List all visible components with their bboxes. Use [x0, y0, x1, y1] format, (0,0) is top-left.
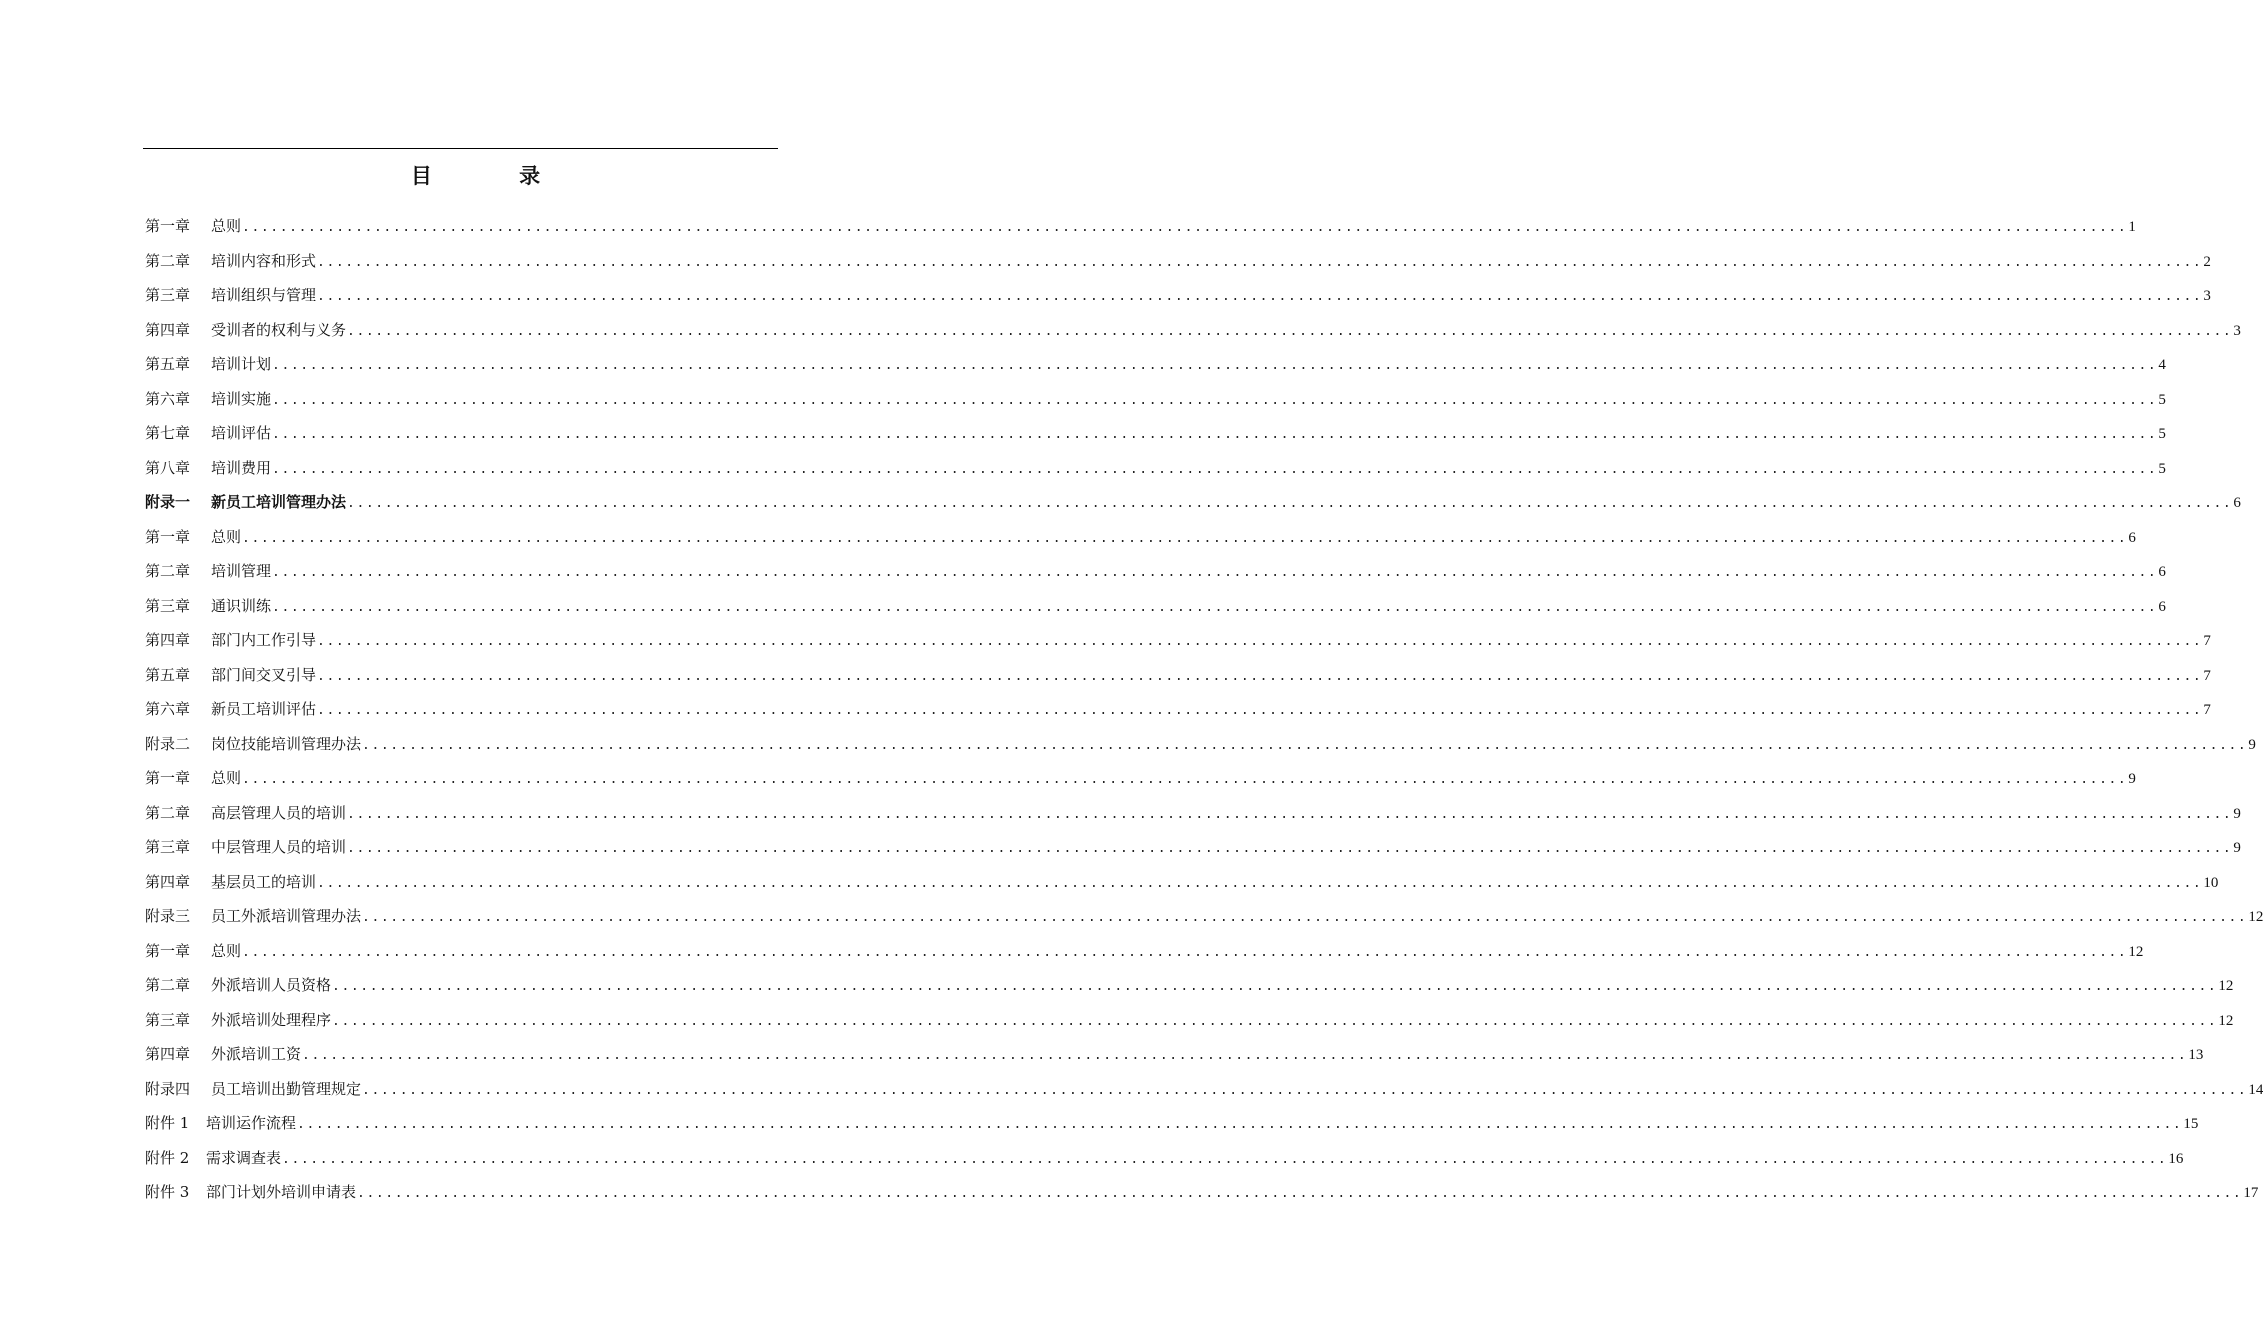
toc-entry-number: 第三章	[145, 838, 191, 856]
toc-entry-number: 附录二	[145, 734, 191, 753]
dot-leader: ........................................................................................................................................................................................................	[272, 565, 2158, 580]
toc-entry-number: 第六章	[145, 389, 191, 408]
toc-entry-number: 附录一	[145, 493, 191, 511]
toc-entry-title: 培训组织与管理	[211, 286, 317, 304]
toc-entry[interactable]	[145, 899, 2263, 934]
toc-entry-page-number: 9	[2128, 771, 2136, 787]
toc-entry-number: 第二章	[145, 251, 191, 270]
toc-entry-label	[145, 278, 316, 313]
toc-entry[interactable]	[145, 451, 2166, 486]
toc-entry-title: 新员工培训管理办法	[211, 493, 347, 511]
toc-entry-number: 第四章	[145, 320, 191, 339]
toc-entry-number: 附录四	[145, 1079, 191, 1098]
dot-leader: ........................................................................................................................................................................................................	[317, 634, 2203, 649]
toc-entry-title: 培训运作流程	[206, 1114, 297, 1132]
dot-leader: ........................................................................................................................................................................................................	[302, 1048, 2188, 1063]
toc-entry[interactable]	[145, 416, 2166, 451]
toc-entry-title: 培训实施	[211, 389, 272, 408]
toc-entry-page-number: 10	[2203, 874, 2219, 891]
toc-entry-label	[145, 899, 361, 934]
toc-entry-number: 第三章	[145, 596, 191, 615]
toc-entry-title: 通识训练	[211, 596, 272, 615]
toc-entry-number: 附件 3	[145, 1183, 190, 1201]
toc-entry-page-number: 6	[2158, 598, 2166, 615]
toc-entry-title: 基层员工的培训	[211, 872, 317, 891]
toc-entry[interactable]	[145, 692, 2211, 727]
toc-entry-label	[145, 1037, 301, 1072]
dot-leader: ........................................................................................................................................................................................................	[242, 944, 2128, 960]
dot-leader: ........................................................................................................................................................................................................	[362, 910, 2248, 925]
toc-entry-label	[145, 934, 241, 969]
toc-entry[interactable]	[145, 554, 2166, 589]
toc-entry-title: 中层管理人员的培训	[211, 838, 347, 856]
toc-entry-page-number: 7	[2203, 702, 2211, 718]
toc-entry-title: 受训者的权利与义务	[211, 320, 347, 339]
toc-entry-label	[145, 727, 361, 762]
toc-entry-page-number: 2	[2203, 253, 2211, 270]
dot-leader: ........................................................................................................................................................................................................	[272, 599, 2158, 615]
toc-entry-label	[145, 589, 271, 624]
toc-entry-label	[145, 520, 241, 555]
toc-entry-number: 第七章	[145, 424, 191, 442]
toc-entry-title: 总则	[211, 217, 242, 235]
toc-entry[interactable]	[145, 865, 2219, 900]
toc-entry-number: 第三章	[145, 1010, 191, 1029]
toc-entry-page-number: 12	[2218, 978, 2234, 994]
toc-entry-label	[145, 1106, 296, 1141]
toc-entry-number: 第一章	[145, 217, 191, 235]
toc-entry-number: 第四章	[145, 872, 191, 891]
dot-leader: ........................................................................................................................................................................................................	[317, 668, 2203, 684]
dot-leader: ........................................................................................................................................................................................................	[282, 1151, 2168, 1167]
toc-entry[interactable]	[145, 313, 2241, 348]
toc-entry-title: 部门内工作引导	[211, 631, 317, 649]
toc-entry-page-number: 3	[2203, 288, 2211, 304]
toc-entry-label	[145, 1072, 361, 1107]
dot-leader: ........................................................................................................................................................................................................	[272, 461, 2158, 477]
toc-entry-page-number: 1	[2128, 219, 2136, 235]
toc-entry[interactable]	[145, 796, 2241, 831]
toc-entry-number: 附件 1	[145, 1114, 190, 1132]
toc-entry-title: 外派培训处理程序	[211, 1010, 332, 1029]
toc-entry-label	[145, 1141, 281, 1176]
dot-leader: ........................................................................................................................................................................................................	[332, 979, 2218, 994]
toc-entry[interactable]	[145, 830, 2241, 865]
dot-leader: ........................................................................................................................................................................................................	[347, 496, 2233, 511]
toc-entry-number: 第二章	[145, 803, 191, 822]
toc-entry-label	[145, 865, 316, 900]
dot-leader: ........................................................................................................................................................................................................	[347, 806, 2233, 822]
dot-leader: ........................................................................................................................................................................................................	[242, 220, 2128, 235]
dot-leader: ........................................................................................................................................................................................................	[317, 254, 2203, 270]
dot-leader: ........................................................................................................................................................................................................	[317, 703, 2203, 718]
toc-entry-page-number: 7	[2203, 633, 2211, 649]
toc-entry-label	[145, 1003, 331, 1038]
toc-entry[interactable]	[145, 589, 2166, 624]
toc-entry[interactable]	[145, 623, 2211, 658]
toc-entry[interactable]	[145, 1175, 2259, 1210]
toc-entry-title: 培训计划	[211, 355, 272, 373]
toc-entry-title: 需求调查表	[206, 1148, 282, 1167]
toc-entry[interactable]	[145, 727, 2256, 762]
toc-entry-label	[145, 209, 241, 244]
toc-entry-title: 总则	[211, 769, 242, 787]
dot-leader: ........................................................................................................................................................................................................	[332, 1013, 2218, 1029]
dot-leader: ........................................................................................................................................................................................................	[297, 1117, 2183, 1132]
toc-entry-title: 外派培训人员资格	[211, 976, 332, 994]
toc-entry[interactable]	[145, 1037, 2204, 1072]
toc-entry-title: 培训评估	[211, 424, 272, 442]
toc-entry-title: 高层管理人员的培训	[211, 803, 347, 822]
toc-entry-page-number: 12	[2218, 1012, 2234, 1029]
toc-entry-label	[145, 416, 271, 451]
toc-entry-label	[145, 830, 346, 865]
dot-leader: ........................................................................................................................................................................................................	[272, 392, 2158, 408]
toc-entry-page-number: 9	[2233, 840, 2241, 856]
toc-entry-label	[145, 485, 346, 520]
toc-entry-page-number: 6	[2233, 495, 2241, 511]
toc-entry[interactable]	[145, 968, 2234, 1003]
toc-entry-number: 附录三	[145, 907, 191, 925]
toc-entry-label	[145, 244, 316, 279]
toc-entry-label	[145, 658, 316, 693]
toc-entry[interactable]	[145, 1003, 2234, 1038]
dot-leader: ........................................................................................................................................................................................................	[317, 289, 2203, 304]
dot-leader: ........................................................................................................................................................................................................	[347, 323, 2233, 339]
toc-entry-title: 岗位技能培训管理办法	[211, 734, 362, 753]
toc-entry-title: 员工外派培训管理办法	[211, 907, 362, 925]
toc-entry-label	[145, 554, 271, 589]
page-title: 目 录	[410, 163, 581, 188]
toc-entry[interactable]	[145, 209, 2136, 244]
toc-entry-title: 培训费用	[211, 458, 272, 477]
dot-leader: ........................................................................................................................................................................................................	[242, 772, 2128, 787]
toc-entry-label	[145, 1175, 356, 1210]
toc-entry-number: 第五章	[145, 355, 191, 373]
toc-entry-label	[145, 347, 271, 382]
toc-entry-label	[145, 382, 271, 417]
toc-entry-number: 第四章	[145, 1045, 191, 1063]
toc-entry-page-number: 7	[2203, 667, 2211, 684]
toc-entry-title: 部门间交叉引导	[211, 665, 317, 684]
toc-entry[interactable]	[145, 347, 2166, 382]
dot-leader: ........................................................................................................................................................................................................	[347, 841, 2233, 856]
toc-entry[interactable]	[145, 520, 2136, 555]
toc-entry-number: 第一章	[145, 527, 191, 546]
toc-entry-number: 第六章	[145, 700, 191, 718]
toc-entry-title: 总则	[211, 941, 242, 960]
dot-leader: ........................................................................................................................................................................................................	[272, 358, 2158, 373]
toc-entry[interactable]	[145, 244, 2211, 279]
toc-entry-label	[145, 761, 241, 796]
toc-entry-label	[145, 623, 316, 658]
header-rule	[143, 148, 778, 149]
toc-entry-number: 第二章	[145, 562, 191, 580]
toc-entry-title: 培训管理	[211, 562, 272, 580]
toc-entry-title: 新员工培训评估	[211, 700, 317, 718]
toc-entry-page-number: 9	[2248, 736, 2256, 753]
toc-entry-page-number: 15	[2183, 1116, 2199, 1132]
toc-entry[interactable]	[145, 761, 2136, 796]
toc-entry[interactable]	[145, 934, 2144, 969]
toc-entry[interactable]	[145, 382, 2166, 417]
toc-entry-label	[145, 692, 316, 727]
toc-entry-page-number: 13	[2188, 1047, 2204, 1063]
dot-leader: ........................................................................................................................................................................................................	[242, 530, 2128, 546]
toc-entry-page-number: 6	[2128, 529, 2136, 546]
toc-entry[interactable]	[145, 278, 2211, 313]
toc-entry-title: 培训内容和形式	[211, 251, 317, 270]
dot-leader: ........................................................................................................................................................................................................	[272, 427, 2158, 442]
toc-entry-page-number: 14	[2248, 1081, 2263, 1098]
toc-entry-title: 总则	[211, 527, 242, 546]
toc-entry-number: 第三章	[145, 286, 191, 304]
toc-entry[interactable]	[145, 485, 2241, 520]
toc-entry-title: 外派培训工资	[211, 1045, 302, 1063]
toc-entry-page-number: 17	[2243, 1185, 2259, 1201]
toc-entry-number: 第一章	[145, 769, 191, 787]
toc-entry-page-number: 5	[2158, 460, 2166, 477]
table-of-contents	[145, 209, 2263, 1210]
toc-entry-page-number: 5	[2158, 391, 2166, 408]
toc-entry-page-number: 5	[2158, 426, 2166, 442]
toc-entry[interactable]	[145, 658, 2211, 693]
toc-entry-page-number: 4	[2158, 357, 2166, 373]
toc-entry-label	[145, 796, 346, 831]
toc-entry-page-number: 12	[2248, 909, 2263, 925]
toc-entry-label	[145, 968, 331, 1003]
toc-entry-page-number: 9	[2233, 805, 2241, 822]
toc-entry-page-number: 12	[2128, 943, 2144, 960]
toc-entry-page-number: 6	[2158, 564, 2166, 580]
toc-entry-number: 第二章	[145, 976, 191, 994]
toc-entry-page-number: 3	[2233, 322, 2241, 339]
dot-leader: ........................................................................................................................................................................................................	[357, 1186, 2243, 1201]
toc-entry-page-number: 16	[2168, 1150, 2184, 1167]
dot-leader: ........................................................................................................................................................................................................	[362, 1082, 2248, 1098]
dot-leader: ........................................................................................................................................................................................................	[362, 737, 2248, 753]
toc-entry-label	[145, 313, 346, 348]
toc-entry-number: 第一章	[145, 941, 191, 960]
toc-entry[interactable]	[145, 1072, 2263, 1107]
toc-entry-number: 第五章	[145, 665, 191, 684]
toc-entry[interactable]	[145, 1106, 2199, 1141]
toc-entry-number: 第四章	[145, 631, 191, 649]
toc-entry-number: 附件 2	[145, 1148, 190, 1167]
toc-entry-title: 部门计划外培训申请表	[206, 1183, 357, 1201]
dot-leader: ........................................................................................................................................................................................................	[317, 875, 2203, 891]
toc-entry[interactable]	[145, 1141, 2184, 1176]
toc-entry-number: 第八章	[145, 458, 191, 477]
toc-entry-title: 员工培训出勤管理规定	[211, 1079, 362, 1098]
toc-entry-label	[145, 451, 271, 486]
